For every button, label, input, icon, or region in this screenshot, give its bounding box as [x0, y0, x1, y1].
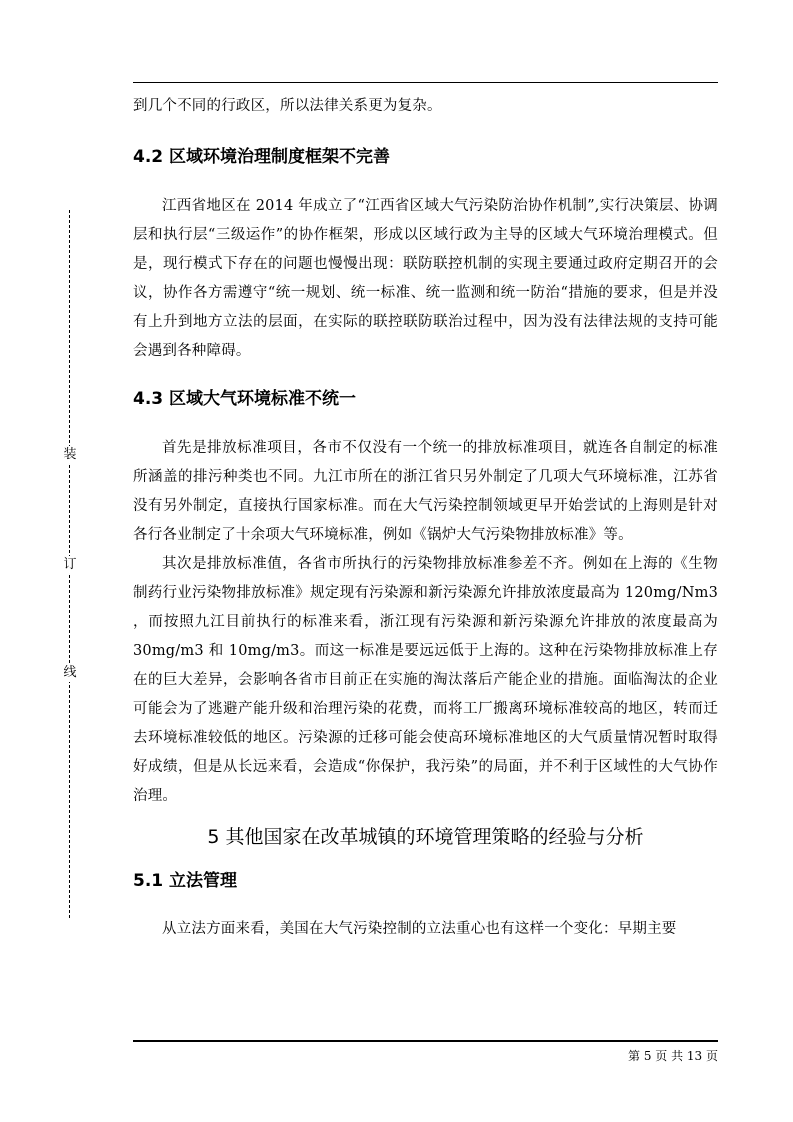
paragraph-4-2: 江西省地区在 2014 年成立了“江西省区域大气污染防治协作机制”,实行决策层、协调层和执行层“三级运作”的协作框架，形成以区域行政为主导的区域大气环境治理模式。但是，现行模式下存在的问题也慢慢出现：联防联控机制的实现主要通过政府定期召开的会议，协作各方需遵守“统一规划、统一标准、统一监测和统一防治“措施的要求，但是并没有上升到地方立法的层面，在实际的联控联防联治过程中，因为没有法律法规的支持可能会遇到各种障碍。: [133, 198, 718, 359]
paragraph-4-3-b: 其次是排放标准值，各省市所执行的污染物排放标准参差不齐。例如在上海的《生物制药行业污染物排放标准》规定现有污染源和新污染源允许排放浓度最高为 120mg/Nm3 ，而按照九江目前执行的标准来看，浙江现有污染源和新污染源允许排放的浓度最高为 30mg/m3 和 10mg/m3。而这一标准是要远远低于上海的。这种在污染物排放标准上存在的巨大差异，会影响各省市目前正在实施的淘汰落后产能企业的措施。面临淘汰的企业可能会为了逃避产能升级和治理污染的花费，而将工厂搬离环境标准较高的地区，转而迁去环境标准较低的地区。污染源的迁移可能会使高环境标准地区的大气质量情况暂时取得好成绩，但是从长远来看，会造成“你保护，我污染”的局面，并不利于区域性的大气协作治理。: [133, 556, 718, 804]
header-rule: [133, 82, 718, 83]
section-heading-4-2: 4.2 区域环境治理制度框架不完善: [133, 147, 391, 167]
section-heading-5-1: 5.1 立法管理: [133, 871, 238, 891]
binding-label-ding: 订: [63, 557, 77, 572]
footer-rule: [133, 1040, 718, 1042]
page-content: [133, 92, 718, 944]
paragraph-4-3-a: 首先是排放标准项目，各市不仅没有一个统一的排放标准项目，就连各自制定的标准所涵盖的排污种类也不同。九江市所在的浙江省只另外制定了几项大气环境标准，江苏省没有另外制定，直接执行国家标准。而在大气污染控制领域更早开始尝试的上海则是针对各行各业制定了十余项大气环境标准，例如《锅炉大气污染物排放标准》等。: [133, 440, 718, 543]
continuation-paragraph: 到几个不同的行政区，所以法律关系更为复杂。: [133, 98, 442, 114]
binding-label-zhuang: 装: [63, 447, 77, 462]
page-number: 第 5 页 共 13 页: [628, 1049, 718, 1063]
chapter-heading-5: 5 其他国家在改革城镇的环境管理策略的经验与分析: [207, 826, 644, 848]
section-heading-4-3: 4.3 区域大气环境标准不统一: [133, 389, 357, 409]
paragraph-5-1: 从立法方面来看，美国在大气污染控制的立法重心也有这样一个变化：早期主要: [162, 921, 677, 937]
binding-label-xian: 线: [63, 665, 77, 680]
